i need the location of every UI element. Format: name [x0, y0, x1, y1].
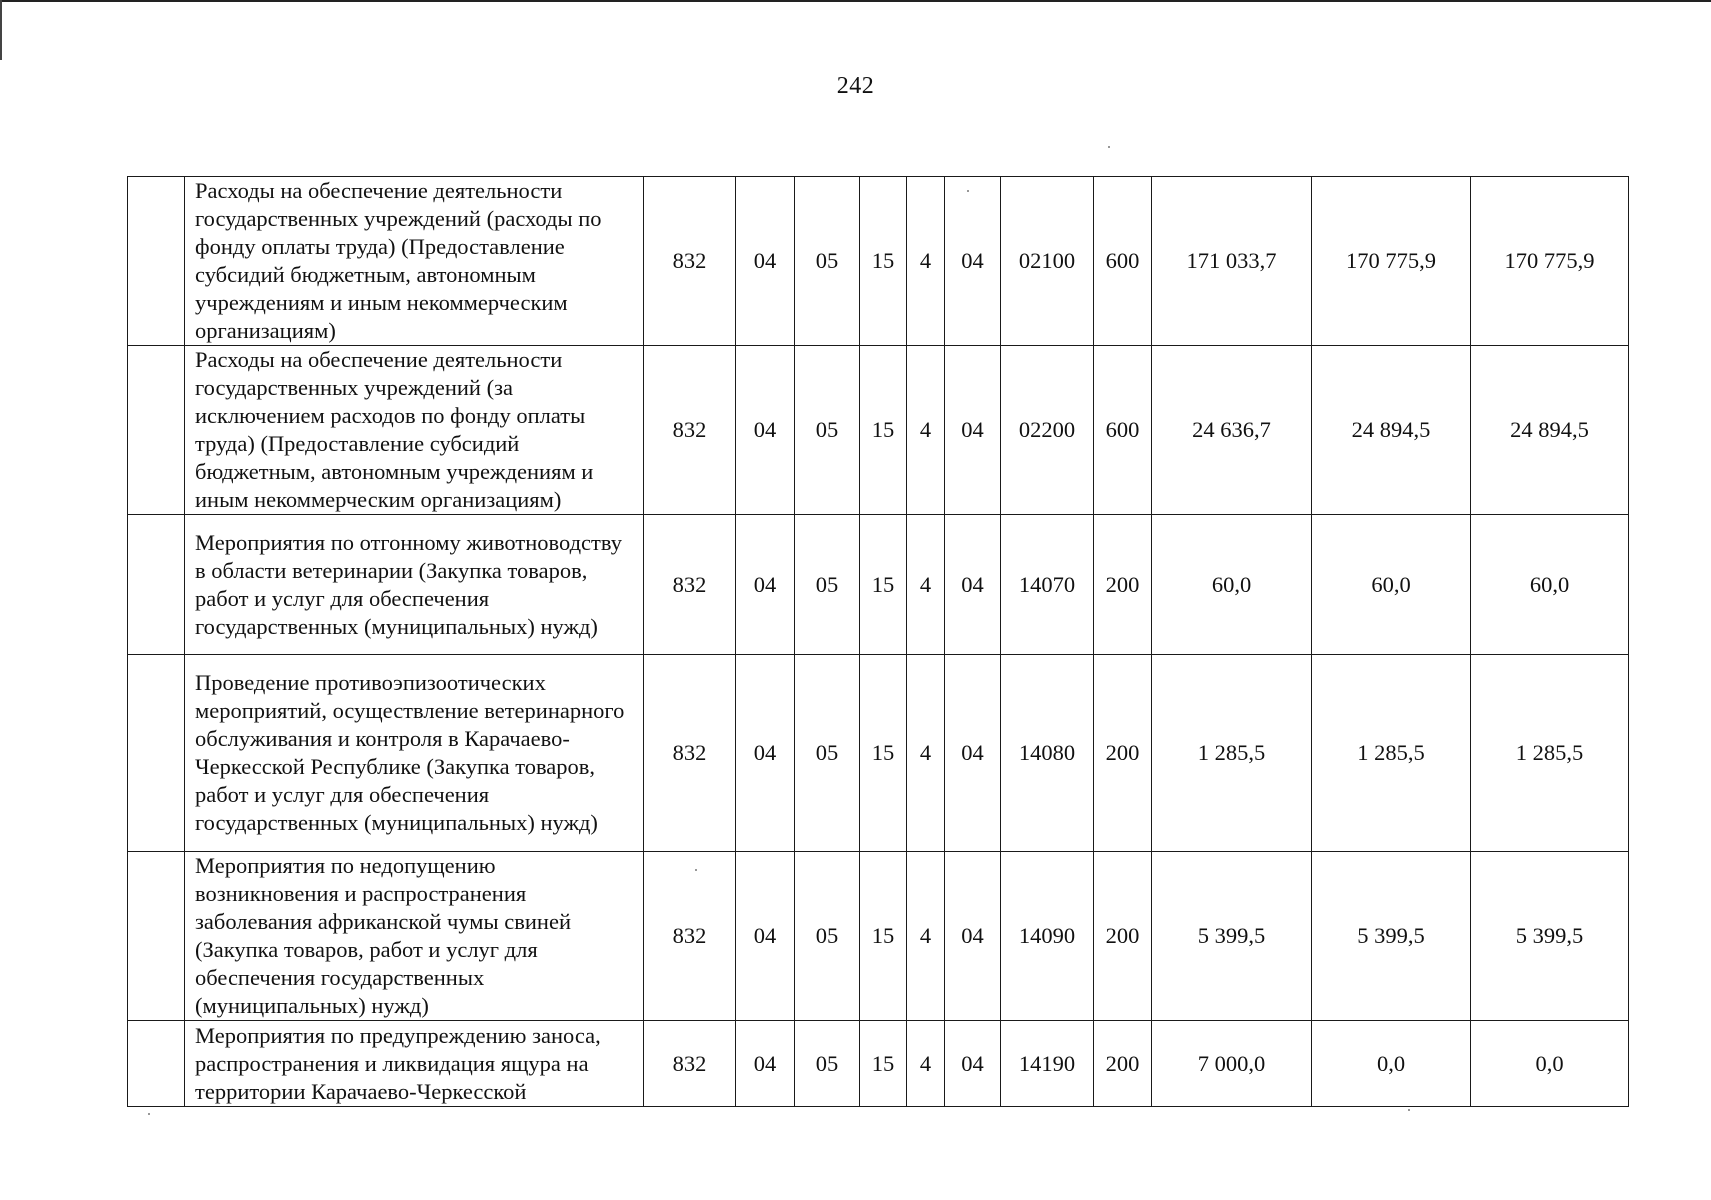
section-code-cell: 04	[736, 346, 795, 515]
scan-speck	[1408, 1109, 1410, 1111]
row-number-cell	[128, 177, 185, 346]
program-code-cell: 15	[860, 346, 907, 515]
ministry-code-cell: 832	[644, 177, 736, 346]
direction-code-cell: 14080	[1001, 655, 1094, 852]
description-cell: Мероприятия по предупреждению заноса, распространения и ликвидация ящура на территории Карачаево-Черкесской	[185, 1021, 644, 1107]
amount-cell: 60,0	[1312, 515, 1471, 655]
subprogram-code-cell: 4	[907, 852, 945, 1021]
row-number-cell	[128, 655, 185, 852]
table-row	[128, 177, 1629, 346]
expense-type-cell: 200	[1094, 655, 1152, 852]
subprogram-code-cell: 4	[907, 346, 945, 515]
section-code-cell: 04	[736, 515, 795, 655]
subprogram-code-cell: 4	[907, 1021, 945, 1107]
ministry-code-cell: 832	[644, 852, 736, 1021]
subsection-code-cell: 05	[795, 177, 860, 346]
amount-cell: 171 033,7	[1152, 177, 1312, 346]
amount-cell: 1 285,5	[1471, 655, 1629, 852]
expense-type-cell: 200	[1094, 852, 1152, 1021]
scan-edge	[0, 0, 2, 60]
ministry-code-cell: 832	[644, 515, 736, 655]
scan-speck	[1108, 146, 1110, 148]
scan-edge	[0, 0, 1711, 2]
page-number: 242	[836, 73, 875, 99]
row-number-cell	[128, 852, 185, 1021]
section-code-cell: 04	[736, 177, 795, 346]
main-event-code-cell: 04	[945, 346, 1001, 515]
amount-cell: 170 775,9	[1312, 177, 1471, 346]
program-code-cell: 15	[860, 177, 907, 346]
scan-speck	[148, 1113, 150, 1115]
table-row	[128, 655, 1629, 852]
amount-cell: 7 000,0	[1152, 1021, 1312, 1107]
expense-type-cell: 600	[1094, 346, 1152, 515]
amount-cell: 5 399,5	[1312, 852, 1471, 1021]
expense-type-cell: 200	[1094, 1021, 1152, 1107]
ministry-code-cell: 832	[644, 655, 736, 852]
amount-cell: 60,0	[1471, 515, 1629, 655]
main-event-code-cell: 04	[945, 852, 1001, 1021]
scan-speck	[695, 869, 697, 871]
amount-cell: 5 399,5	[1152, 852, 1312, 1021]
amount-cell: 1 285,5	[1312, 655, 1471, 852]
program-code-cell: 15	[860, 655, 907, 852]
ministry-code-cell: 832	[644, 346, 736, 515]
direction-code-cell: 14090	[1001, 852, 1094, 1021]
subsection-code-cell: 05	[795, 515, 860, 655]
table-row	[128, 852, 1629, 1021]
amount-cell: 0,0	[1471, 1021, 1629, 1107]
program-code-cell: 15	[860, 1021, 907, 1107]
subsection-code-cell: 05	[795, 1021, 860, 1107]
direction-code-cell: 14190	[1001, 1021, 1094, 1107]
amount-cell: 1 285,5	[1152, 655, 1312, 852]
description-cell: Проведение противоэпизоотических мероприятий, осуществление ветеринарного обслуживания и контроля в Карачаево-Черкесской Республике (Закупка товаров, работ и услуг для обеспечения государственных (муниципальных) нужд)	[185, 655, 644, 852]
scan-speck	[967, 190, 969, 192]
subprogram-code-cell: 4	[907, 515, 945, 655]
section-code-cell: 04	[736, 852, 795, 1021]
description-cell: Расходы на обеспечение деятельности государственных учреждений (за исключением расходов по фонду оплаты труда) (Предоставление субсидий бюджетным, автономным учреждениям и иным некоммерческим организациям)	[185, 346, 644, 515]
budget-table	[127, 176, 1629, 1107]
row-number-cell	[128, 1021, 185, 1107]
row-number-cell	[128, 515, 185, 655]
section-code-cell: 04	[736, 655, 795, 852]
amount-cell: 24 636,7	[1152, 346, 1312, 515]
subprogram-code-cell: 4	[907, 177, 945, 346]
table-row	[128, 346, 1629, 515]
program-code-cell: 15	[860, 852, 907, 1021]
table-row	[128, 1021, 1629, 1107]
main-event-code-cell: 04	[945, 177, 1001, 346]
direction-code-cell: 14070	[1001, 515, 1094, 655]
amount-cell: 170 775,9	[1471, 177, 1629, 346]
main-event-code-cell: 04	[945, 1021, 1001, 1107]
main-event-code-cell: 04	[945, 515, 1001, 655]
main-event-code-cell: 04	[945, 655, 1001, 852]
expense-type-cell: 200	[1094, 515, 1152, 655]
row-number-cell	[128, 346, 185, 515]
direction-code-cell: 02100	[1001, 177, 1094, 346]
direction-code-cell: 02200	[1001, 346, 1094, 515]
description-cell: Мероприятия по отгонному животноводству в области ветеринарии (Закупка товаров, работ и услуг для обеспечения государственных (муниципальных) нужд)	[185, 515, 644, 655]
amount-cell: 24 894,5	[1312, 346, 1471, 515]
amount-cell: 5 399,5	[1471, 852, 1629, 1021]
subsection-code-cell: 05	[795, 346, 860, 515]
subprogram-code-cell: 4	[907, 655, 945, 852]
subsection-code-cell: 05	[795, 655, 860, 852]
program-code-cell: 15	[860, 515, 907, 655]
description-cell: Расходы на обеспечение деятельности государственных учреждений (расходы по фонду оплаты труда) (Предоставление субсидий бюджетным, автономным учреждениям и иным некоммерческим организациям)	[185, 177, 644, 346]
ministry-code-cell: 832	[644, 1021, 736, 1107]
subsection-code-cell: 05	[795, 852, 860, 1021]
table-row	[128, 515, 1629, 655]
description-cell: Мероприятия по недопущению возникновения и распространения заболевания африканской чумы свиней (Закупка товаров, работ и услуг для обеспечения государственных (муниципальных) нужд)	[185, 852, 644, 1021]
section-code-cell: 04	[736, 1021, 795, 1107]
expense-type-cell: 600	[1094, 177, 1152, 346]
amount-cell: 0,0	[1312, 1021, 1471, 1107]
amount-cell: 24 894,5	[1471, 346, 1629, 515]
amount-cell: 60,0	[1152, 515, 1312, 655]
